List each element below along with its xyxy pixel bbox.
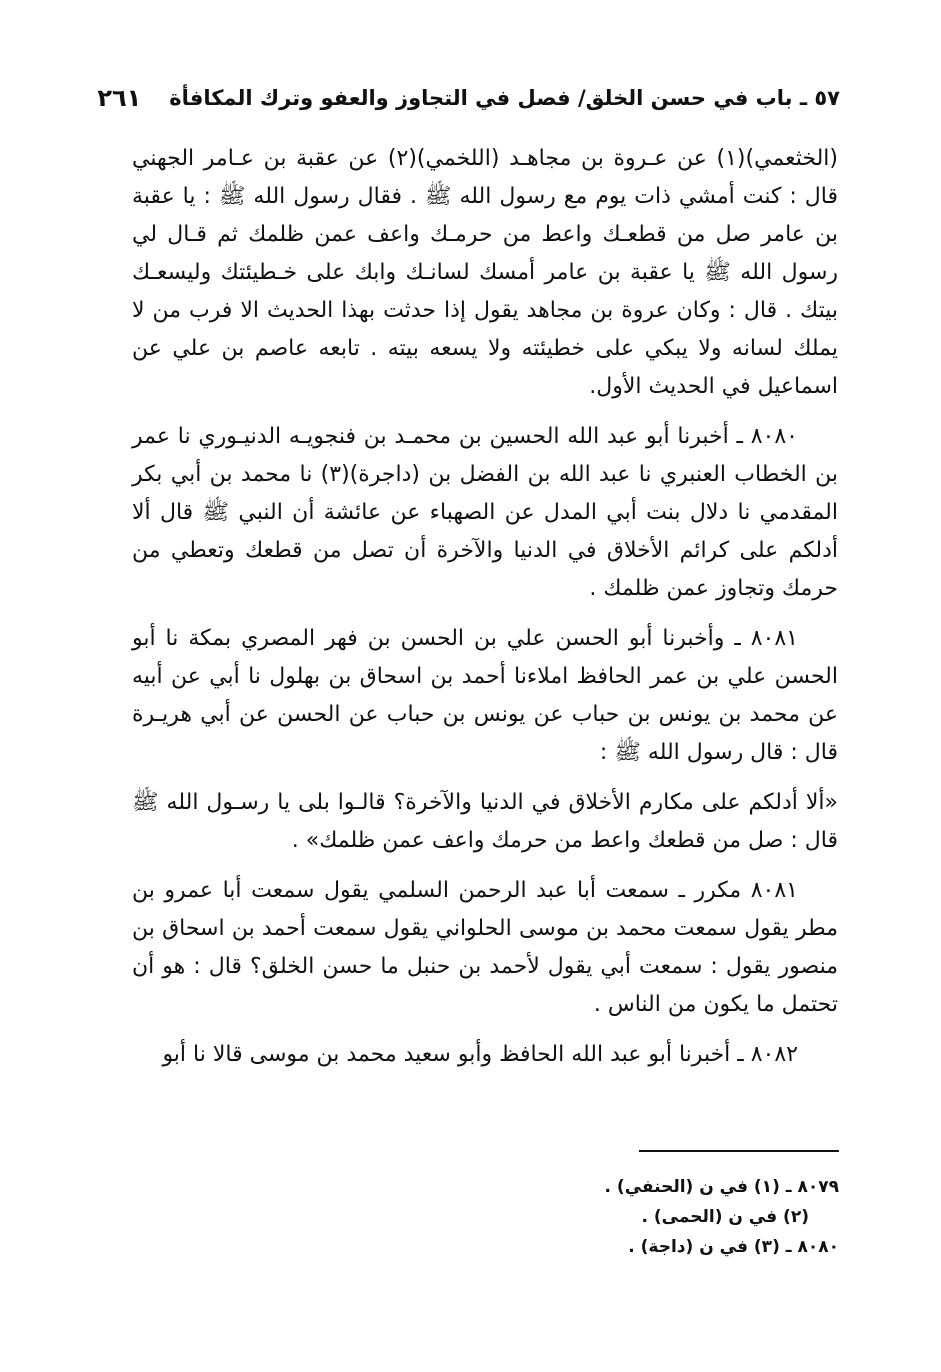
page-number: ٢٦١ <box>97 84 142 112</box>
paragraph-hadith-8082: ٨٠٨٢ ـ أخبرنا أبو عبد الله الحافظ وأبو سعيد محمد بن موسى قالا نا أبو <box>162 1042 798 1067</box>
footnote-1: ٨٠٧٩ ـ (١) في ن (الحنفي) . <box>604 1177 839 1197</box>
paragraph-hadith-8079-continued: (الخثعمي)(١) عن عـروة بن مجاهـد (اللخمي)(٢) عن عقبة بن عـامر الجهني قال : كنت أمشي ذات يوم مع رسول الله ﷺ . فقال رسول الله ﷺ : يا عقبة بن عامر صل من قطعـك واعط من حرمـك واعف عمن ظلمك ثم قـال لي رسول الله ﷺ يا عقبة بن عامر أمسك لسانـك وابك على خـطيئتك وليسعـك بيتك . قال : وكان عروة بن مجاهد يقول إذا حدثت بهذا الحديث الا فرب من لا يملك لسانه ولا يبكي على خطيئته ولا يسعه بيته . تابعه عاصم بن علي عن اسماعيل في الحديث الأول. <box>132 146 838 399</box>
paragraph-hadith-8081-repeat: ٨٠٨١ مكرر ـ سمعت أبا عبد الرحمن السلمي يقول سمعت أبا عمرو بن مطر يقول سمعت محمد بن موسى الحلواني يقول سمعت أحمد بن اسحاق بن منصور يقول : سمعت أبي يقول لأحمد بن حنبل ما حسن الخلق؟ قال : هو أن تحتمل ما يكون من الناس . <box>132 878 838 1017</box>
paragraph-hadith-8080: ٨٠٨٠ ـ أخبرنا أبو عبد الله الحسين بن محمـد بن فنجويـه الدنيـوري نا عمر بن الخطاب العنبري نا عبد الله بن الفضل بن (داجرة)(٣) نا محمد بن أبي بكر المقدمي نا دلال بنت أبي المدل عن الصهباء عن عائشة أن النبي ﷺ قال ألا أدلكم على كرائم الأخلاق في الدنيا والآخرة أن تصل من قطعك وتعطي من حرمك وتجاوز عمن ظلمك . <box>132 424 838 601</box>
footnote-rule <box>639 1150 839 1152</box>
chapter-title: ٥٧ ـ باب في حسن الخلق/ فصل في التجاوز والعفو وترك المكافأة <box>169 86 840 110</box>
paragraph-hadith-8081-quote: «ألا أدلكم على مكارم الأخلاق في الدنيا والآخرة؟ قالـوا بلى يا رسـول الله ﷺ قال : صل من قطعك واعط من حرمك واعف عمن ظلمك» . <box>132 790 838 853</box>
running-header <box>97 78 840 118</box>
footnotes <box>539 1172 839 1262</box>
paragraph-hadith-8081: ٨٠٨١ ـ وأخبرنا أبو الحسن علي بن الحسن بن فهر المصري بمكة نا أبو الحسن علي بن عمر الحافظ املاءنا أحمد بن اسحاق بن بهلول نا أبي عن أبيه عن محمد بن يونس بن حباب عن يونس بن حباب عن الحسن عن أبي هريـرة قال : قال رسول الله ﷺ : <box>132 626 838 765</box>
footnote-2: (٢) في ن (الحمى) . <box>641 1207 809 1227</box>
footnote-3: ٨٠٨٠ ـ (٣) في ن (داجة) . <box>628 1237 839 1257</box>
main-text <box>132 140 838 1086</box>
